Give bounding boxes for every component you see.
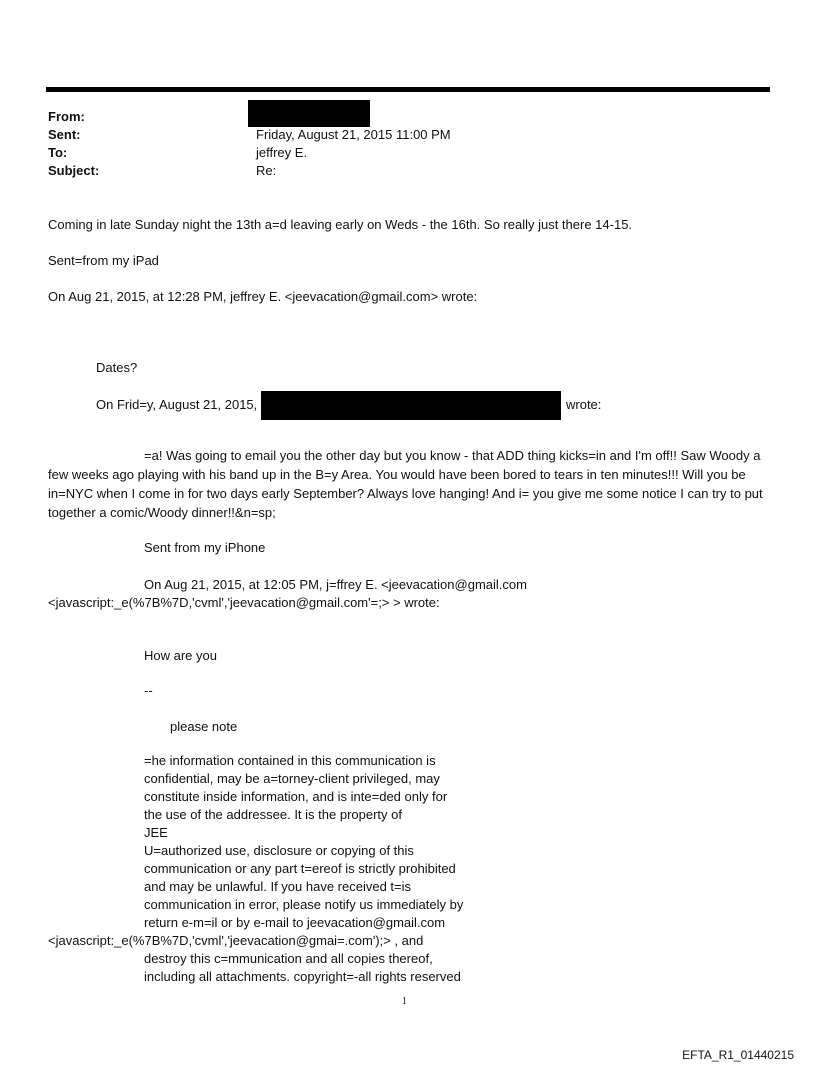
from-label: From:: [48, 109, 85, 124]
quoted-paragraph: =a! Was going to email you the other day but you know - that ADD thing kicks=in and I'm off!! Saw Woody a few weeks ago playing with his band up in the B=y Area. You would have been bored to tears in ten minutes!!! Will you be in=NYC when I come in for two days early September? Always love hanging! And i= you give me some notice I can try to put together a comic/Woody dinner!!&n=sp;: [48, 448, 763, 520]
disclaimer-line: JEE: [144, 825, 168, 840]
subject-label: Subject:: [48, 163, 100, 178]
how-are-you: How are you: [144, 648, 217, 663]
disclaimer-line: U=authorized use, disclosure or copying of this: [144, 843, 414, 858]
header-rule: [46, 87, 770, 92]
disclaimer-line: confidential, may be a=torney-client privileged, may: [144, 771, 440, 786]
from-redaction: [248, 100, 370, 127]
on-frid-prefix: On Frid=y, August 21, 2015,: [96, 397, 258, 412]
dates-question: Dates?: [96, 360, 138, 375]
sent-from-ipad: Sent=from my iPad: [48, 253, 159, 268]
page-number: 1: [402, 996, 407, 1007]
disclaimer-line: the use of the addressee. It is the property of: [144, 807, 402, 822]
body-line-1: Coming in late Sunday night the 13th a=d leaving early on Weds - the 16th. So really just there 14-15.: [48, 217, 633, 232]
signature-dashes: --: [144, 683, 153, 698]
disclaimer-line: communication in error, please notify us immediately by: [144, 897, 464, 912]
disclaimer-line: return e-m=il or by e-mail to jeevacation@gmail.com: [144, 915, 446, 930]
disclaimer-line: constitute inside information, and is inte=ded only for: [144, 789, 448, 804]
subject-value: Re:: [256, 163, 277, 178]
nested-attribution-1: On Aug 21, 2015, at 12:05 PM, j=ffrey E. <jeevacation@gmail.com: [144, 577, 527, 592]
on-frid-suffix: wrote:: [566, 397, 602, 412]
disclaimer-block: [144, 752, 544, 932]
disclaimer-line: including all attachments. copyright=-all rights reserved: [144, 969, 461, 984]
sent-label: Sent:: [48, 127, 81, 142]
disclaimer-line: destroy this c=mmunication and all copies thereof,: [144, 951, 433, 966]
document-id: EFTA_R1_01440215: [682, 1048, 794, 1062]
disclaimer-line: =he information contained in this communication is: [144, 753, 436, 768]
nested-attribution-2: <javascript:_e(%7B%7D,'cvml','jeevacation@gmail.com'=;> > wrote:: [48, 595, 440, 610]
disclaimer-end: [144, 950, 544, 986]
disclaimer-javascript-line: <javascript:_e(%7B%7D,'cvml','jeevacation@gmai=.com');> , and: [48, 933, 424, 948]
email-header: [48, 108, 748, 180]
to-value: jeffrey E.: [256, 145, 308, 160]
disclaimer-line: and may be unlawful. If you have received t=is: [144, 879, 412, 894]
sent-value: Friday, August 21, 2015 11:00 PM: [256, 127, 451, 142]
reply-attribution: On Aug 21, 2015, at 12:28 PM, jeffrey E. <jeevacation@gmail.com> wrote:: [48, 289, 478, 304]
sender-redaction: [261, 391, 561, 420]
to-label: To:: [48, 145, 68, 160]
please-note: please note: [170, 719, 238, 734]
disclaimer-line: communication or any part t=ereof is strictly prohibited: [144, 861, 456, 876]
sent-from-iphone: Sent from my iPhone: [144, 540, 266, 555]
